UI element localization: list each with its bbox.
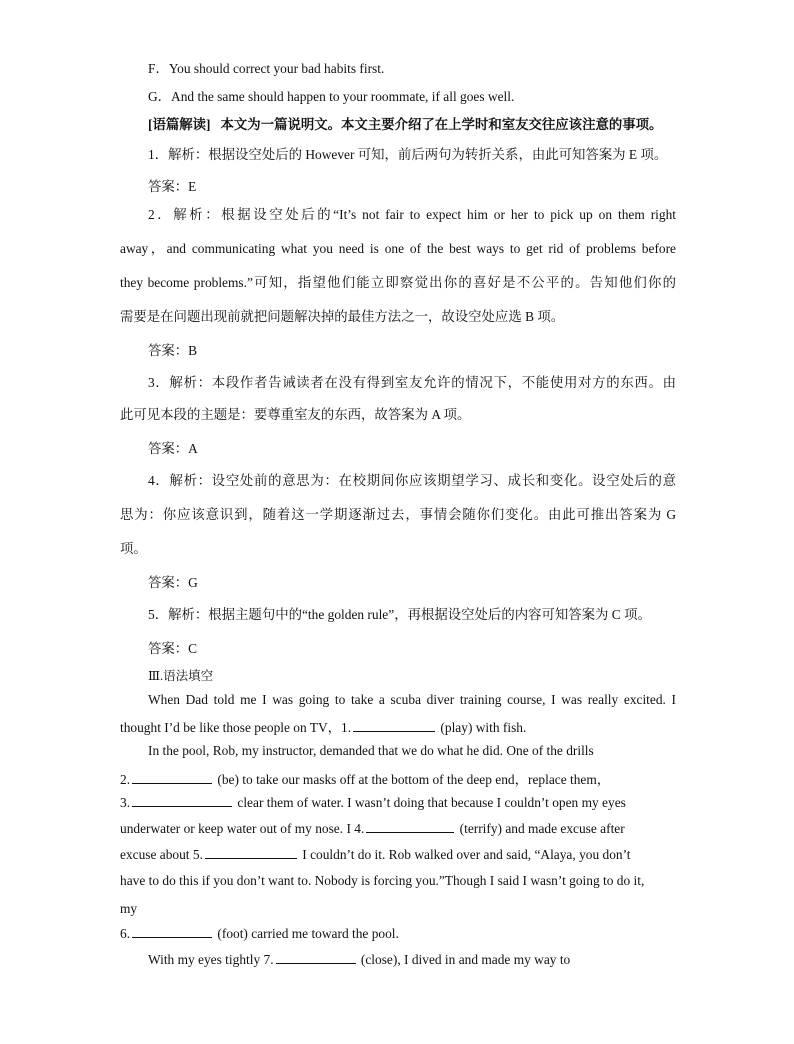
passage-text: 2. <box>120 772 131 787</box>
analysis-q4-line2: 思为：你应该意识到，随着这一学期逐渐过去，事情会随你们变化。由此可推出答案为 G <box>120 507 676 522</box>
blank-6[interactable] <box>132 926 212 938</box>
passage-text: clear them of water. I wasn’t doing that because I couldn’t open my eyes <box>234 795 626 810</box>
passage-text: 3. <box>120 795 131 810</box>
blank-5[interactable] <box>205 847 297 859</box>
passage-text: (be) to take our masks off at the bottom of the deep end，replace them， <box>214 772 611 787</box>
passage-line-3: In the pool, Rob, my instructor, demanded that we do what he did. One of the drills <box>148 743 594 758</box>
passage-text: (foot) carried me toward the pool. <box>214 926 399 941</box>
intro-text: 本文为一篇说明文。本文主要介绍了在上学时和室友交往应该注意的事项。 <box>220 117 663 132</box>
analysis-q3-line2: 此可见本段的主题是：要尊重室友的东西，故答案为 A 项。 <box>120 407 471 422</box>
blank-1[interactable] <box>353 720 435 732</box>
passage-text: (play) with fish. <box>437 720 527 735</box>
answer-5: 答案：C <box>148 641 198 656</box>
passage-text: (terrify) and made excuse after <box>456 821 625 836</box>
passage-text: I couldn’t do it. Rob walked over and said, “Alaya, you don’t <box>298 847 631 862</box>
blank-4[interactable] <box>366 821 454 833</box>
passage-line-9: my <box>120 901 138 916</box>
answer-4: 答案：G <box>148 575 198 590</box>
passage-text: underwater or keep water out of my nose. I 4. <box>120 821 365 836</box>
analysis-q2-line1: 2．解析：根据设空处后的“It’s not fair to expect him or her to pick up on them right <box>148 207 676 222</box>
passage-line-2 <box>120 717 526 736</box>
analysis-q2-line4: 需要是在问题出现前就把问题解决掉的最佳方法之一，故设空处应选 B 项。 <box>120 309 565 324</box>
passage-text: 6. <box>120 926 131 941</box>
analysis-intro <box>148 114 662 133</box>
analysis-q5: 5．解析：根据主题句中的“the golden rule”，再根据设空处后的内容可知答案为 C 项。 <box>148 607 651 622</box>
answer-3: 答案：A <box>148 441 198 456</box>
blank-2[interactable] <box>132 772 212 784</box>
intro-label: [语篇解读] <box>148 117 211 132</box>
analysis-q4-line1: 4．解析：设空处前的意思为：在校期间你应该期望学习、成长和变化。设空处后的意 <box>148 473 676 488</box>
analysis-q2-line3: they become problems.”可知，指望他们能立即察觉出你的喜好是不公平的。告知他们你的 <box>120 275 676 290</box>
passage-line-4 <box>120 769 610 788</box>
blank-3[interactable] <box>132 795 232 807</box>
passage-text: thought I’d be like those people on TV，1. <box>120 720 352 735</box>
passage-line-8: have to do this if you don’t want to. Nobody is forcing you.”Though I said I wasn’t going to do it, <box>120 873 645 888</box>
passage-line-7 <box>120 847 631 863</box>
passage-line-6 <box>120 821 625 837</box>
passage-text: excuse about 5. <box>120 847 203 862</box>
answer-1: 答案：E <box>148 179 197 194</box>
option-g: G．And the same should happen to your roommate, if all goes well. <box>148 89 515 104</box>
answer-2: 答案：B <box>148 343 198 358</box>
passage-line-1: When Dad told me I was going to take a scuba diver training course, I was really excited. I <box>148 692 676 707</box>
passage-line-5 <box>120 795 626 811</box>
analysis-q2-line2: away，and communicating what you need is one of the best ways to get rid of problems before <box>120 241 676 256</box>
passage-line-10 <box>120 926 399 942</box>
analysis-q4-line3: 项。 <box>120 541 147 556</box>
passage-text: (close), I dived in and made my way to <box>357 952 571 967</box>
blank-7[interactable] <box>276 952 356 964</box>
option-f: F．You should correct your bad habits first. <box>148 61 385 76</box>
passage-line-11 <box>148 952 570 968</box>
section-title: Ⅲ.语法填空 <box>148 669 214 683</box>
passage-text: With my eyes tightly 7. <box>148 952 274 967</box>
analysis-q1: 1．解析：根据设空处后的 However 可知，前后两句为转折关系，由此可知答案为 E 项。 <box>148 147 668 162</box>
analysis-q3-line1: 3．解析：本段作者告诫读者在没有得到室友允许的情况下，不能使用对方的东西。由 <box>148 375 676 390</box>
